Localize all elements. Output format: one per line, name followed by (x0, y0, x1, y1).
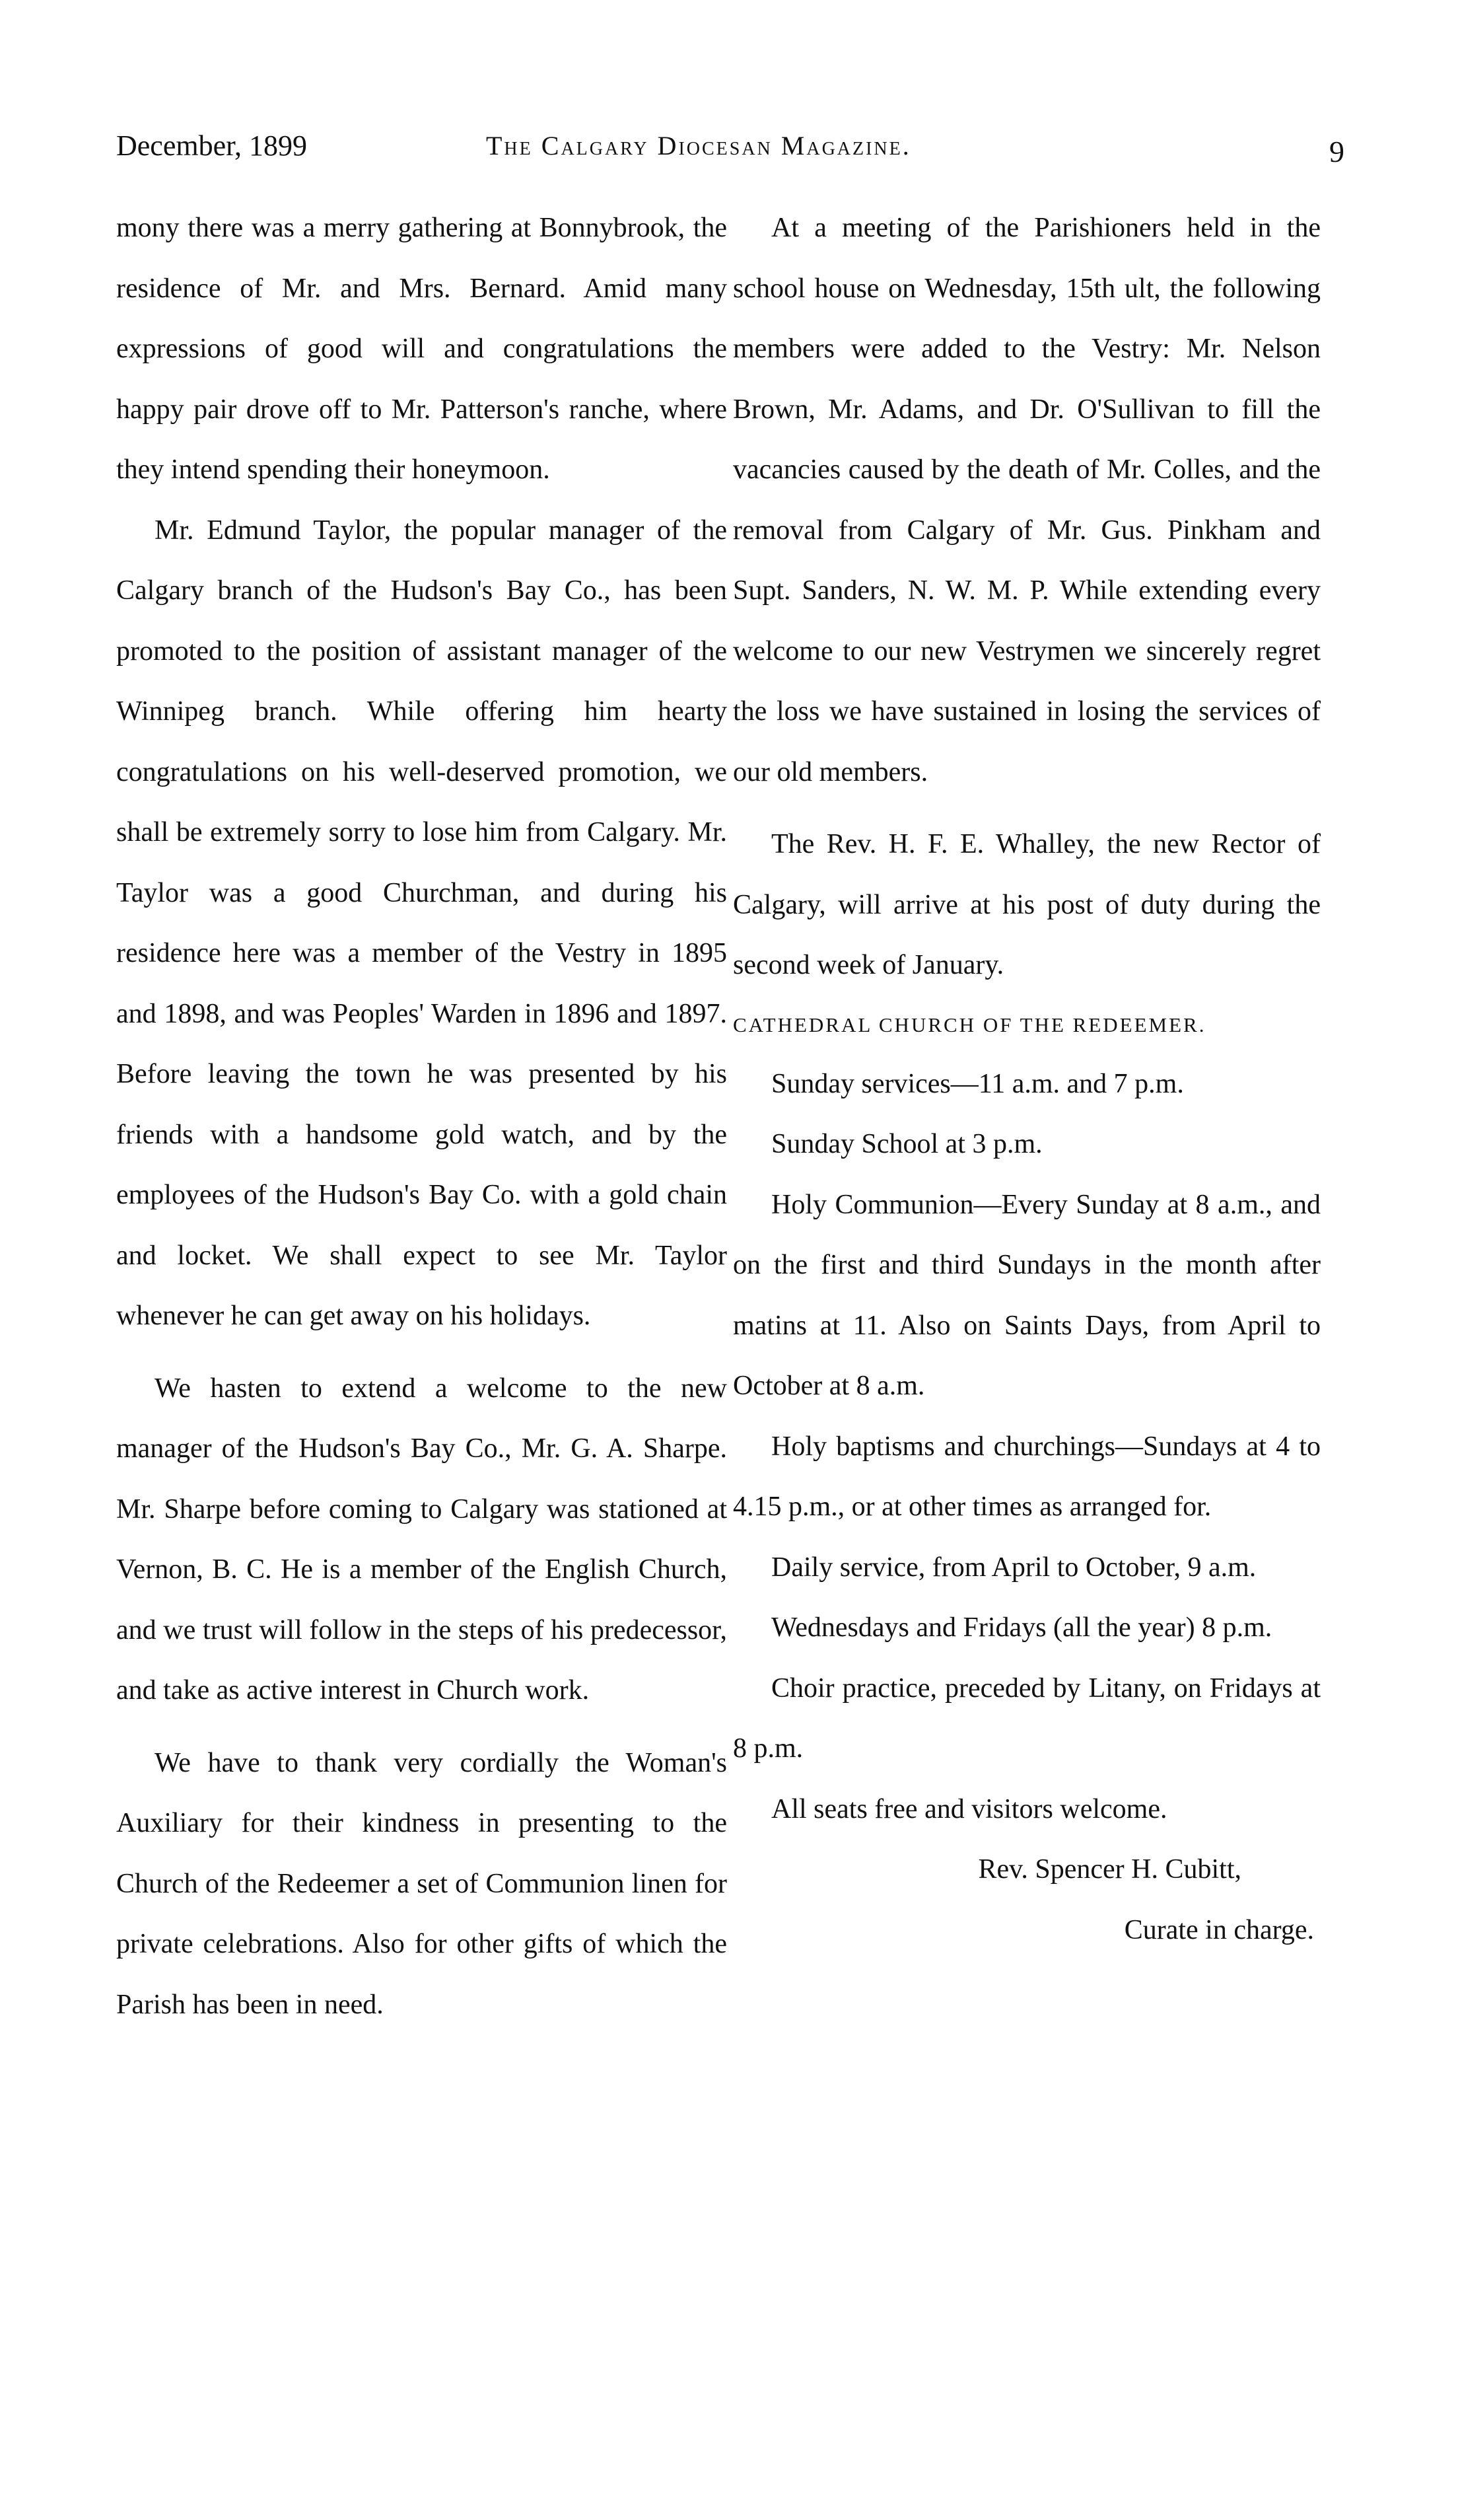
service-item: Choir practice, preceded by Litany, on Fridays at 8 p.m. (733, 1673, 1321, 1764)
service-item: Holy Communion—Every Sunday at 8 a.m., and on the first and third Sundays in the month after matins at 11. Also on Saints Days, from April to October at 8 a.m. (733, 1189, 1321, 1401)
article-paragraph: Mr. Edmund Taylor, the popular manager of the Calgary branch of the Hudson's Bay Co., has been promoted to the position of assistant manager of the Winnipeg branch. While offering him hearty congratulations on his well-deserved promotion, we shall be extremely sorry to lose him from Calgary. Mr. Taylor was a good Churchman, and during his residence here was a member of the Vestry in 1895 and 1898, and was Peoples' Warden in 1896 and 1897. Before leaving the town he was presented by his friends with a handsome gold watch, and by the employees of the Hudson's Bay Co. with a gold chain and locket. We shall expect to see Mr. Taylor whenever he can get away on his holidays. (116, 515, 727, 1331)
service-item: Sunday School at 3 p.m. (771, 1129, 1043, 1159)
page-header (116, 129, 1371, 182)
left-column (116, 198, 727, 2035)
right-column (733, 198, 1321, 1961)
service-item: All seats free and visitors welcome. (771, 1793, 1167, 1824)
signature-title: Curate in charge. (1124, 1914, 1314, 1945)
article-paragraph: The Rev. H. F. E. Whalley, the new Rector of Calgary, will arrive at his post of duty during the second week of January. (733, 829, 1321, 980)
service-item: Wednesdays and Fridays (all the year) 8 p.m. (771, 1612, 1272, 1643)
article-paragraph: At a meeting of the Parishioners held in the school house on Wednesday, 15th ult, the following members were added to the Vestry: Mr. Nelson Brown, Mr. Adams, and Dr. O'Sullivan to fill the vacancies caused by the death of Mr. Colles, and the removal from Calgary of Mr. Gus. Pinkham and Supt. Sanders, N. W. M. P. While extending every welcome to our new Vestrymen we sincerely regret the loss we have sustained in losing the services of our old members. (733, 213, 1321, 787)
signature-name: Rev. Spencer H. Cubitt, (978, 1854, 1241, 1885)
article-paragraph: We hasten to extend a welcome to the new manager of the Hudson's Bay Co., Mr. G. A. Sharpe. Mr. Sharpe before coming to Calgary was stationed at Vernon, B. C. He is a member of the English Church, and we trust will follow in the steps of his predecessor, and take as active interest in Church work. (116, 1373, 727, 1706)
section-heading: CATHEDRAL CHURCH OF THE REDEEMER. (733, 1013, 1206, 1036)
article-paragraph: We have to thank very cordially the Woman's Auxiliary for their kindness in presenting to the Church of the Redeemer a set of Communion linen for private celebrations. Also for other gifts of which the Parish has been in need. (116, 1747, 727, 2020)
article-paragraph: mony there was a merry gathering at Bonnybrook, the residence of Mr. and Mrs. Bernard. Amid many expressions of good will and congratulations the happy pair drove off to Mr. Patterson's ranche, where they intend spending their honeymoon. (116, 213, 727, 485)
header-date: December, 1899 (116, 129, 308, 162)
service-item: Sunday services—11 a.m. and 7 p.m. (771, 1068, 1184, 1099)
page-number: 9 (1329, 135, 1344, 168)
service-item: Holy baptisms and churchings—Sundays at 4 to 4.15 p.m., or at other times as arranged for. (733, 1431, 1321, 1522)
header-title: The Calgary Diocesan Magazine. (486, 131, 911, 161)
service-item: Daily service, from April to October, 9 a.m. (771, 1552, 1257, 1583)
